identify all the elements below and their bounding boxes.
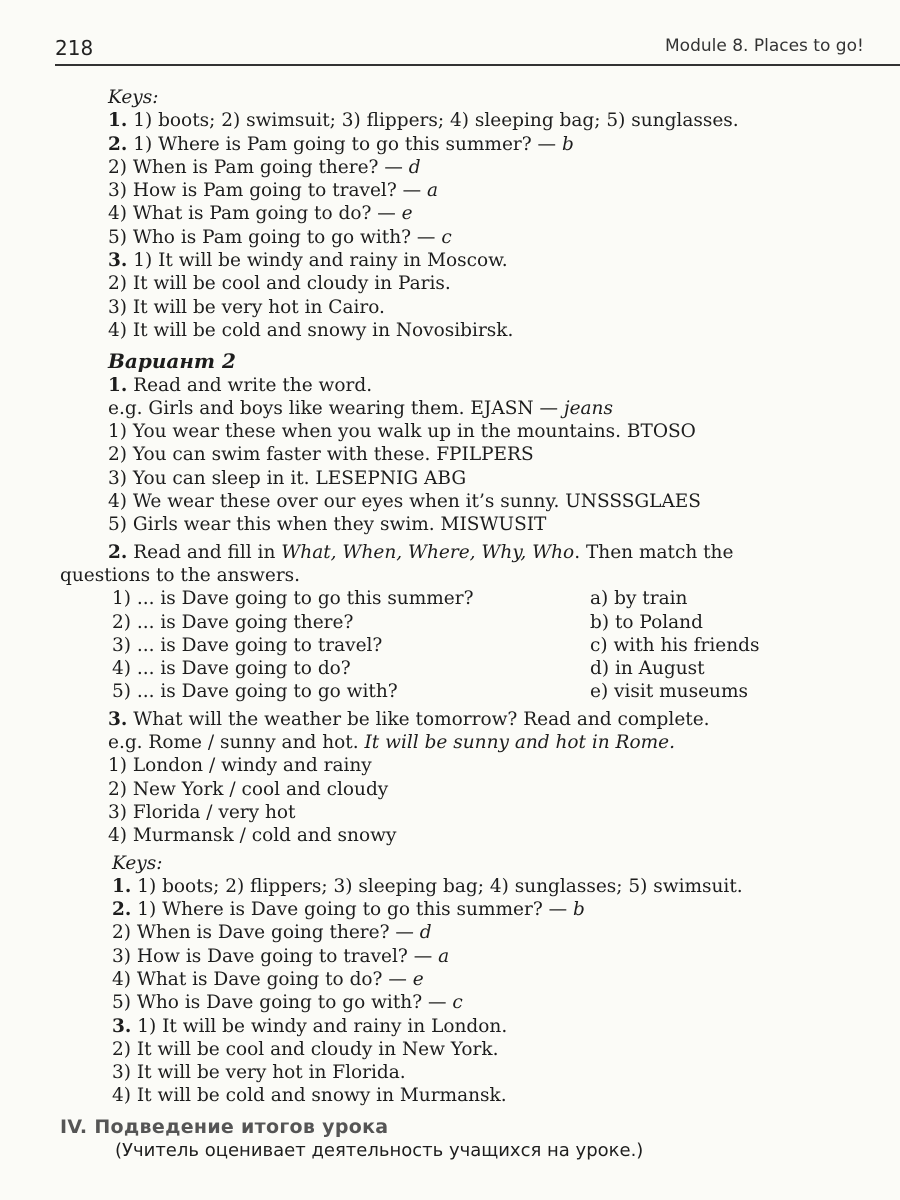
- key-line: 3) How is Pam going to travel? — a: [108, 180, 439, 202]
- key-line: 3) It will be very hot in Cairo.: [108, 296, 385, 318]
- key-line: 3) It will be very hot in Florida.: [112, 1062, 406, 1084]
- section-heading: IV. Подведение итогов урока: [60, 1115, 389, 1138]
- page-number: 218: [55, 36, 94, 60]
- key-line: 5) Who is Dave going to go with? — c: [112, 992, 463, 1014]
- key-line: 2) It will be cool and cloudy in New York.: [112, 1038, 499, 1060]
- key-line: 4) What is Dave going to do? — e: [112, 968, 424, 990]
- key-line: 3. 1) It will be windy and rainy in Moscow.: [108, 250, 508, 272]
- key-line: 1. 1) boots; 2) flippers; 3) sleeping bag; 4) sunglasses; 5) swimsuit.: [112, 875, 743, 897]
- exercise-instruction: 1. Read and write the word.: [108, 374, 373, 396]
- exercise-item: 2) You can swim faster with these. FPILPERS: [108, 444, 534, 466]
- exercise-item: 3) You can sleep in it. LESEPNIG ABG: [108, 467, 467, 489]
- keys-label: Keys:: [108, 87, 159, 108]
- teacher-note: (Учитель оценивает деятельность учащихся на уроке.): [115, 1140, 644, 1162]
- exercise-item: 4) Murmansk / cold and snowy: [108, 825, 397, 847]
- key-line: 3) How is Dave going to travel? — a: [112, 945, 450, 967]
- variant-heading: Вариант 2: [108, 350, 236, 374]
- key-line: 5) Who is Pam going to go with? — c: [108, 226, 452, 248]
- key-line: 2) When is Dave going there? — d: [112, 922, 432, 944]
- exercise-example: e.g. Girls and boys like wearing them. EJASN — jeans: [108, 397, 613, 419]
- page-header: [0, 0, 900, 70]
- key-line: 2. 1) Where is Pam going to go this summer? — b: [108, 133, 574, 155]
- key-line: 4) It will be cold and snowy in Murmansk.: [112, 1085, 507, 1107]
- exercise-item: 5) Girls wear this when they swim. MISWUSIT: [108, 514, 547, 536]
- exercise-instruction-cont: questions to the answers.: [60, 564, 301, 586]
- exercise-instruction: 3. What will the weather be like tomorrow? Read and complete.: [108, 708, 710, 730]
- exercise-instruction: 2. Read and fill in What, When, Where, Why, Who. Then match the: [108, 541, 734, 563]
- exercise-item: 1) London / windy and rainy: [108, 755, 372, 777]
- exercise-item: 1) You wear these when you walk up in the mountains. BTOSO: [108, 421, 696, 443]
- match-row: 4) ... is Dave going to do? d) in August: [112, 658, 705, 680]
- exercise-item: 3) Florida / very hot: [108, 801, 296, 823]
- key-line: 2. 1) Where is Dave going to go this summer? — b: [112, 899, 585, 921]
- key-line: 4) It will be cold and snowy in Novosibirsk.: [108, 319, 514, 341]
- match-row: 1) ... is Dave going to go this summer? a) by train: [112, 588, 688, 610]
- match-row: 3) ... is Dave going to travel? c) with his friends: [112, 634, 760, 656]
- exercise-example: e.g. Rome / sunny and hot. It will be sunny and hot in Rome.: [108, 732, 676, 754]
- key-line: 2) It will be cool and cloudy in Paris.: [108, 273, 451, 295]
- header-rule: [55, 64, 900, 66]
- key-line: 2) When is Pam going there? — d: [108, 156, 421, 178]
- match-row: 2) ... is Dave going there? b) to Poland: [112, 611, 703, 633]
- keys-label: Keys:: [112, 852, 163, 874]
- module-title: Module 8. Places to go!: [665, 36, 864, 56]
- key-line: 1. 1) boots; 2) swimsuit; 3) flippers; 4) sleeping bag; 5) sunglasses.: [108, 110, 739, 132]
- page-content: [0, 86, 900, 1162]
- exercise-item: 4) We wear these over our eyes when it’s sunny. UNSSSGLAES: [108, 491, 701, 513]
- key-line: 4) What is Pam going to do? — e: [108, 203, 413, 225]
- key-line: 3. 1) It will be windy and rainy in London.: [112, 1015, 508, 1037]
- match-row: 5) ... is Dave going to go with? e) visit museums: [112, 681, 748, 703]
- exercise-item: 2) New York / cool and cloudy: [108, 778, 389, 800]
